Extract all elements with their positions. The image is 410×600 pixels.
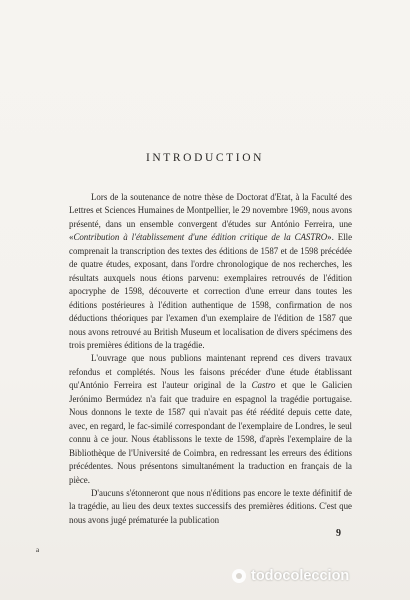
watermark-text: todocoleccion	[251, 568, 350, 584]
paragraph-text: ». Elle comprenait la transcription des textes des éditions de 1587 et de 1598 précédée de quatre études, exposant, dans l'ordre chronologique de nos recherches, les résultats auxquels nous étions parvenu: exemplaires retrouvés de l'édition apocryphe de 1598, découverte et correction d'une erreur dans toutes les éditions postérieures à l'édition authentique de 1598, confirmation de nos déductions théoriques par l'examen d'un exemplaire de l'édition de 1587 que nous avons retrouvé au British Museum et localisation de divers spécimens des trois premières éditions de la tragédie.	[69, 232, 353, 350]
body-text	[69, 191, 352, 527]
italic-title: Contribution à l'établissement d'une édition critique de la CASTRO	[73, 232, 328, 243]
footnote-mark: a	[36, 546, 40, 554]
paragraph	[69, 191, 352, 352]
page-number: 9	[336, 528, 341, 539]
italic-title: Castro	[251, 380, 276, 391]
page-title: INTRODUCTION	[145, 152, 265, 164]
paragraph-text: et que le Galicien Jerónimo Bermúdez n'a fait que traduire en espagnol la tragédie portugaise. Nous donnons le texte de 1587 qui n'avait pas été réédité depuis cette date, avec, en regard, le fac-similé correspondant de l'exemplaire de Londres, le seul connu à ce jour. Nous établissons le texte de 1598, d'après l'exemplaire de la Bibliothèque de l'Université de Coimbra, en redressant les erreurs des éditions précédentes. Nous présentons simultanément la traduction en français de la pièce.	[69, 380, 353, 485]
paragraph	[69, 487, 352, 527]
paragraph-text: Lors de la soutenance de notre thèse de Doctorat d'Etat, à la Faculté des Lettres et Sciences Humaines de Montpellier, le 29 novembre 1969, nous avons présenté, dans un ensemble convergent d'études sur António Ferreira, une «	[69, 192, 352, 243]
watermark	[232, 568, 349, 584]
paragraph-text: D'aucuns s'étonneront que nous n'éditions pas encore le texte définitif de la tragédie, au lieu des deux textes successifs des premières éditions. C'est que nous avons jugé prématurée la publication	[69, 487, 352, 525]
paragraph-text: L'ouvrage que nous publions maintenant reprend ces divers travaux refondus et complétés. Nous les faisons précéder d'une étude établissant qu'António Ferreira est l'auteur original de la	[69, 353, 352, 391]
paragraph	[69, 352, 352, 487]
todocoleccion-logo-icon	[232, 569, 246, 583]
